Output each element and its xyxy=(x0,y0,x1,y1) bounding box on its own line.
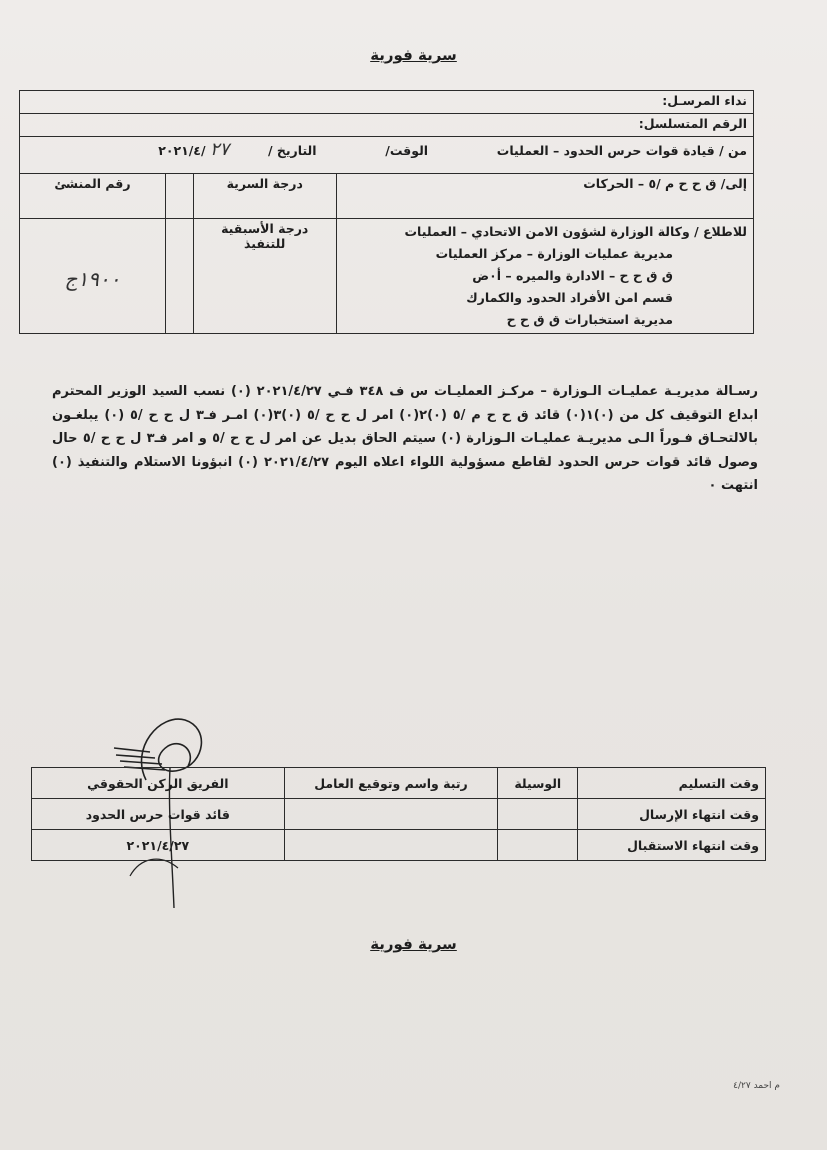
means-value-2 xyxy=(498,830,578,861)
secrecy-degree-label: درجة السرية xyxy=(193,174,336,219)
serial-number-label: الرقم المتسلسل: xyxy=(20,114,754,137)
from-label: من / قيادة قوات حرس الحدود – العمليات xyxy=(496,143,747,158)
info-line: ق ق ح ح – الادارة والميره – أ٠ض xyxy=(472,268,673,283)
priority-degree-value xyxy=(165,219,193,334)
operator-value-2 xyxy=(284,830,498,861)
date-label: التاريخ / xyxy=(267,143,317,158)
from-row xyxy=(20,137,754,174)
signer-date: ٢٠٢١/٤/٢٧ xyxy=(32,830,285,861)
originator-handwritten-number: ١٩٠٠ج xyxy=(64,267,121,291)
classification-top: سرية فورية xyxy=(370,46,457,64)
means-label: الوسيلة xyxy=(498,768,578,799)
for-information-cell xyxy=(336,219,753,334)
operator-value xyxy=(284,799,498,830)
receive-end-time-label: وقت انتهاء الاستقبال xyxy=(578,830,766,861)
time-label: الوقت/ xyxy=(385,143,429,158)
operator-label: رتبة واسم وتوقيع العامل xyxy=(284,768,498,799)
info-line: مديرية استخبارات ق ق ح ح xyxy=(506,312,673,327)
delivery-time-label: وقت التسليم xyxy=(578,768,766,799)
info-line: للاطلاع / وكالة الوزارة لشؤون الامن الاتحادي – العمليات xyxy=(404,224,747,239)
date-handwritten-day: ٢٧ xyxy=(209,139,230,160)
message-body: رسـالة مديريـة عمليـات الـوزارة – مركـز العمليـات س ف ٣٤٨ فـي ٢٠٢١/٤/٢٧ (٠) نسب السيد الوزير المحترم ابداع التوقيف كل من (٠)١(٠) قائد ق ح ح م /٥ (٠)٢(٠) امر ل ح ح /٥ (٠)٣(٠) امـر فـ٣ ل ح ح /٥ (٠) يبلغـون بالالتحـاق فـوراً الـى مديريـة عمليـات الـوزارة (٠) سيتم الحاق بديل عن امر ل ح ح /٥ و امر فـ٣ ل ح ح /٥ حال وصول قائد قوات حرس الحدود لقاطع مسؤولية اللواء اعلاه اليوم ٢٠٢١/٤/٢٧ (٠) انبؤونا الاستلام والتنفيذ (٠) انتهت ٠ xyxy=(52,384,759,493)
means-value xyxy=(498,799,578,830)
info-line: قسم امن الأفراد الحدود والكمارك xyxy=(466,290,673,305)
signer-title: قائد قوات حرس الحدود xyxy=(32,799,285,830)
info-line: مديرية عمليات الوزارة – مركز العمليات xyxy=(435,246,673,261)
page-footer-note: م احمد ٤/٢٧ xyxy=(733,1081,780,1091)
secrecy-degree-value xyxy=(165,174,193,219)
footer-table xyxy=(31,767,766,861)
originator-number-cell xyxy=(20,219,166,334)
priority-degree-label: درجة الأسبقية للتنفيذ xyxy=(193,219,336,334)
signer-rank: الفريق الركن الحقوقي xyxy=(32,768,285,799)
for-information-label: للاطلاع / xyxy=(694,224,747,239)
to-label: إلى/ ق ح ح م /٥ – الحركات xyxy=(336,174,753,219)
header-table xyxy=(19,90,754,334)
classification-bottom: سرية فورية xyxy=(370,935,457,953)
send-end-time-label: وقت انتهاء الإرسال xyxy=(578,799,766,830)
call-sign-label: نداء المرسـل: xyxy=(20,91,754,114)
date-value: /٢٠٢١/٤ xyxy=(158,143,206,158)
originator-number-label: رقم المنشئ xyxy=(20,174,166,219)
